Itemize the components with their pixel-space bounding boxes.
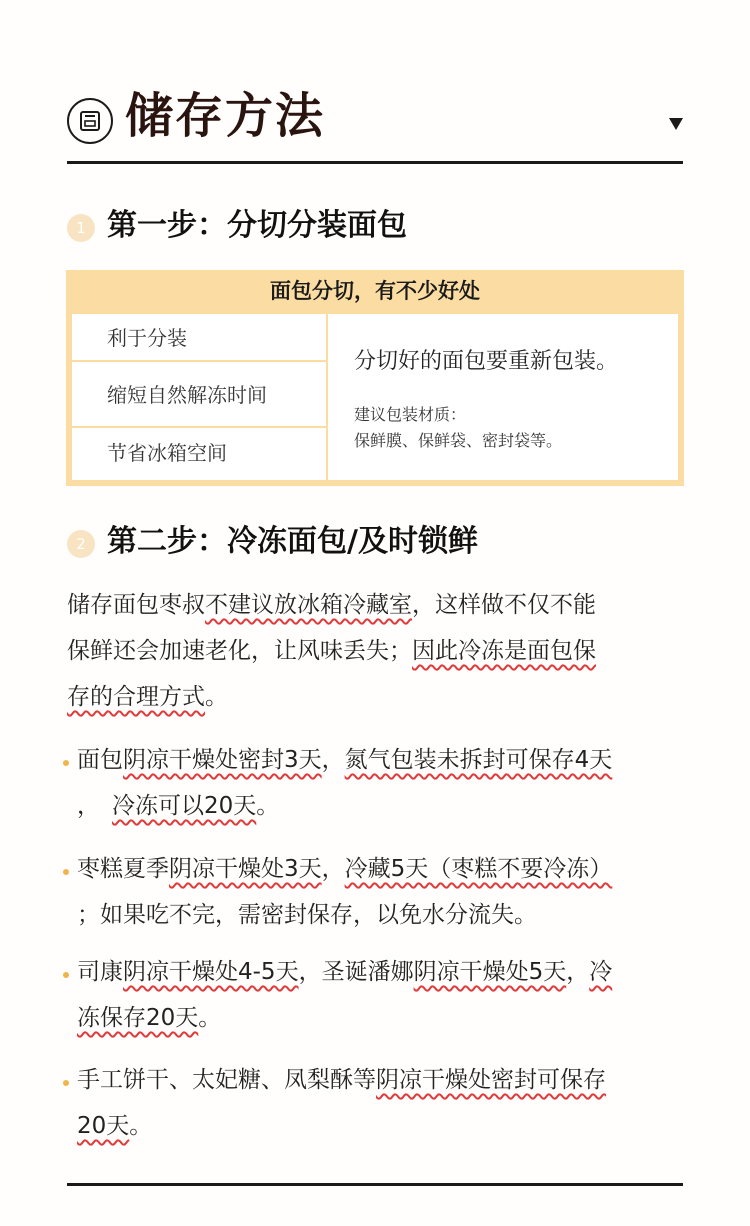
text-segment: 保鲜还会加速老化，让风味丢失； — [67, 638, 412, 664]
highlighted-text: 氮气包装未拆封可保存4天 — [344, 747, 613, 773]
text-line — [77, 949, 612, 995]
text-segment: 面包 — [77, 747, 123, 773]
highlighted-text: 不建议放冰箱冷藏室 — [205, 592, 412, 618]
step-title: 第一步：分切分装面包 — [107, 208, 407, 243]
bullet-dot — [63, 869, 69, 875]
benefit-row — [72, 362, 326, 428]
text-line — [77, 1103, 152, 1149]
benefit-label: 利于分装 — [107, 326, 187, 350]
step-number-badge: 2 — [67, 530, 95, 558]
section-header — [67, 72, 683, 164]
table-divider — [326, 314, 328, 480]
step-title: 第二步：冷冻面包/及时锁鲜 — [107, 524, 478, 559]
step-number-badge: 1 — [67, 214, 95, 242]
highlighted-text: 阴凉干燥处密封可保存 — [376, 1067, 606, 1093]
packaging-note-label: 建议包装材质： — [354, 405, 467, 424]
benefit-row — [72, 314, 326, 362]
highlighted-text: 冷 — [589, 959, 613, 985]
text-segment: 。 — [205, 684, 228, 710]
text-segment: 。 — [129, 1113, 153, 1139]
text-line — [67, 674, 228, 720]
text-segment: ，这样做不仅不能 — [412, 592, 596, 618]
highlighted-text: 阴凉干燥处5天 — [413, 959, 567, 985]
text-segment: 。 — [256, 793, 280, 819]
text-segment: ， — [321, 856, 345, 882]
text-segment: ， — [566, 959, 590, 985]
highlighted-text: 冷冻可以20天 — [112, 793, 257, 819]
text-segment: 司康 — [77, 959, 123, 985]
text-segment: ，圣诞潘娜 — [298, 959, 414, 985]
highlighted-text: 20天 — [77, 1113, 130, 1139]
text-line — [67, 628, 596, 674]
text-segment: 手工饼干、太妃糖、凤梨酥等 — [77, 1067, 376, 1093]
benefits-table — [66, 270, 684, 486]
highlighted-text: 存的合理方式 — [67, 684, 205, 710]
table-body — [72, 314, 678, 480]
bullet-dot — [63, 760, 69, 766]
text-line — [77, 846, 612, 892]
text-line — [77, 1057, 606, 1103]
packaging-text: 分切好的面包要重新包装。 — [354, 349, 619, 374]
packaging-note-text: 保鲜膜、保鲜袋、密封袋等。 — [354, 431, 563, 450]
text-segment: 枣糕夏季 — [77, 856, 169, 882]
benefit-label: 缩短自然解冻时间 — [107, 383, 267, 407]
dropdown-arrow-icon[interactable] — [669, 118, 683, 130]
text-line — [67, 582, 596, 628]
text-line — [77, 737, 612, 783]
highlighted-text: 阴凉干燥处3天 — [169, 856, 322, 882]
text-line — [77, 892, 537, 938]
highlighted-text: 阴凉干燥处密封3天 — [123, 747, 322, 773]
benefit-label: 节省冰箱空间 — [107, 441, 227, 465]
storage-box-icon — [67, 98, 113, 144]
benefit-row — [72, 428, 326, 480]
highlighted-text: 冻保存20天 — [77, 1005, 199, 1031]
text-segment: ；如果吃不完，需密封保存，以免水分流失。 — [77, 902, 537, 928]
footer-divider — [67, 1183, 683, 1186]
text-segment: ， — [321, 747, 345, 773]
text-line — [77, 783, 279, 829]
table-heading: 面包分切，有不少好处 — [270, 278, 480, 303]
bullet-dot — [63, 1080, 69, 1086]
highlighted-text: 冷藏5天（枣糕不要冷冻） — [344, 856, 613, 882]
text-segment: 储存面包枣叔 — [67, 592, 205, 618]
page-title: 储存方法 — [125, 88, 326, 144]
text-segment: ， — [77, 793, 100, 819]
text-segment: 。 — [198, 1005, 222, 1031]
bullet-dot — [63, 972, 69, 978]
highlighted-text: 因此冷冻是面包保 — [412, 638, 596, 664]
text-line — [77, 995, 221, 1041]
highlighted-text: 阴凉干燥处4-5天 — [123, 959, 299, 985]
